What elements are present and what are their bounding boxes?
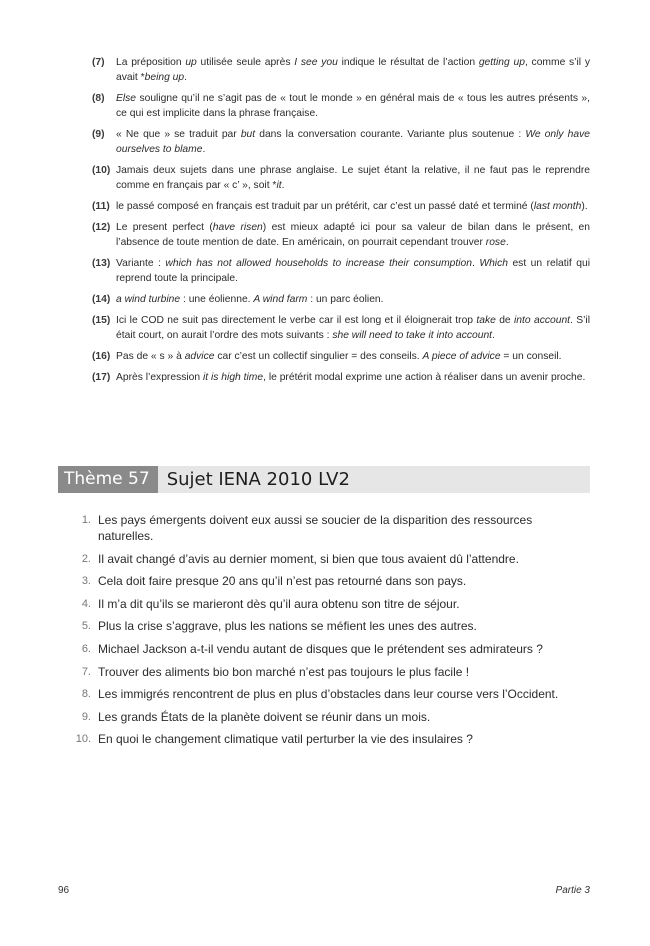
note-item <box>92 370 590 385</box>
note-item <box>92 220 590 250</box>
note-item <box>92 199 590 214</box>
page-number: 96 <box>58 885 70 896</box>
page-footer <box>58 885 590 896</box>
exercise-number: 8. <box>81 688 91 701</box>
part-label: Partie 3 <box>555 885 590 896</box>
exercise-number: 5. <box>81 620 91 633</box>
note-item <box>92 127 590 157</box>
exercise-text: Plus la crise s’aggrave, plus les nations se méfient les unes des autres. <box>98 619 477 634</box>
note-text: La préposition up utilisée seule après I see you indique le résultat de l’action getting up, comme s’il y avait *being up. <box>116 57 590 83</box>
note-item <box>92 349 590 364</box>
note-number: (8) <box>92 93 105 104</box>
note-item <box>92 256 590 286</box>
exercise-text: Il avait changé d’avis au dernier moment, si bien que tous avaient dû l’attendre. <box>98 551 519 566</box>
theme-title: Sujet IENA 2010 LV2 <box>166 469 350 490</box>
note-number: (10) <box>92 165 111 176</box>
exercise-item <box>70 596 590 612</box>
note-number: (14) <box>92 294 111 305</box>
note-item <box>92 313 590 343</box>
exercise-item <box>70 618 590 634</box>
exercise-item <box>70 641 590 657</box>
exercise-item <box>70 686 590 702</box>
note-text: Ici le COD ne suit pas directement le verbe car il est long et il éloignerait trop take de into account. S’il était court, on aurait l’ordre des mots suivants : she will need to take it into account. <box>116 315 590 341</box>
note-text: Après l’expression it is high time, le prétérit modal exprime une action à réaliser dans un avenir proche. <box>116 372 586 383</box>
note-item <box>92 55 590 85</box>
note-text: Jamais deux sujets dans une phrase anglaise. Le sujet étant la relative, il ne faut pas le reprendre comme en français par « c’ », soit *it. <box>116 165 590 191</box>
note-item <box>92 292 590 307</box>
exercise-number: 1. <box>81 514 91 526</box>
exercise-text: Cela doit faire presque 20 ans qu’il n’est pas retourné dans son pays. <box>98 574 467 589</box>
exercise-item <box>70 731 590 747</box>
exercise-item <box>70 573 590 589</box>
exercise-text: Il m’a dit qu’ils se marieront dès qu’il aura obtenu son titre de séjour. <box>98 596 460 611</box>
exercise-item <box>70 664 590 680</box>
note-number: (7) <box>92 57 105 68</box>
note-number: (15) <box>92 315 111 326</box>
note-number: (13) <box>92 258 111 269</box>
exercise-item <box>70 709 590 725</box>
note-number: (16) <box>92 351 111 362</box>
exercise-text: Trouver des aliments bio bon marché n’est pas toujours le plus facile ! <box>98 664 470 679</box>
theme-header <box>58 466 590 493</box>
note-item <box>92 163 590 193</box>
exercise-number: 3. <box>81 575 91 588</box>
exercise-number: 10. <box>75 733 91 746</box>
note-text: le passé composé en français est traduit par un prétérit, car c’est un passé daté et terminé (last month). <box>116 201 588 212</box>
exercise-item <box>70 512 590 544</box>
note-text: Variante : which has not allowed households to increase their consumption. Which est un relatif qui reprend toute la principale. <box>116 258 590 284</box>
exercise-text: Les grands États de la planète doivent se réunir dans un mois. <box>98 709 431 724</box>
note-number: (11) <box>92 201 110 212</box>
exercise-number: 9. <box>81 710 91 723</box>
note-number: (17) <box>92 372 111 383</box>
note-item <box>92 91 590 121</box>
exercise-item <box>70 551 590 567</box>
note-text: Else souligne qu’il ne s’agit pas de « tout le monde » en général mais de « tous les autres présents », ce qui est implicite dans la phrase française. <box>116 93 590 119</box>
note-text: a wind turbine : une éolienne. A wind farm : un parc éolien. <box>116 294 384 305</box>
exercise-number: 6. <box>81 642 91 655</box>
exercise-number: 2. <box>81 552 91 565</box>
exercise-number: 7. <box>81 665 91 678</box>
theme-label: Thème 57 <box>58 466 158 493</box>
exercise-text: Les immigrés rencontrent de plus en plus d’obstacles dans leur course vers l’Occident. <box>98 687 559 702</box>
exercise-text: Michael Jackson a-t-il vendu autant de disques que le prétendent ses admirateurs ? <box>98 641 543 656</box>
translation-notes <box>92 55 590 391</box>
exercise-list <box>70 512 590 754</box>
note-text: « Ne que » se traduit par but dans la conversation courante. Variante plus soutenue : We only have ourselves to blame. <box>116 129 590 155</box>
note-number: (9) <box>92 129 105 140</box>
note-text: Le present perfect (have risen) est mieux adapté ici pour sa valeur de bilan dans le présent, en l’absence de toute mention de date. En américain, on pourrait cependant trouver rose. <box>116 222 591 248</box>
note-number: (12) <box>92 222 111 233</box>
note-text: Pas de « s » à advice car c’est un collectif singulier = des conseils. A piece of advice = un conseil. <box>116 351 562 362</box>
exercise-text: Les pays émergents doivent eux aussi se soucier de la disparition des ressources naturelles. <box>98 513 533 543</box>
exercise-text: En quoi le changement climatique vatil perturber la vie des insulaires ? <box>98 732 473 747</box>
exercise-number: 4. <box>81 597 91 610</box>
